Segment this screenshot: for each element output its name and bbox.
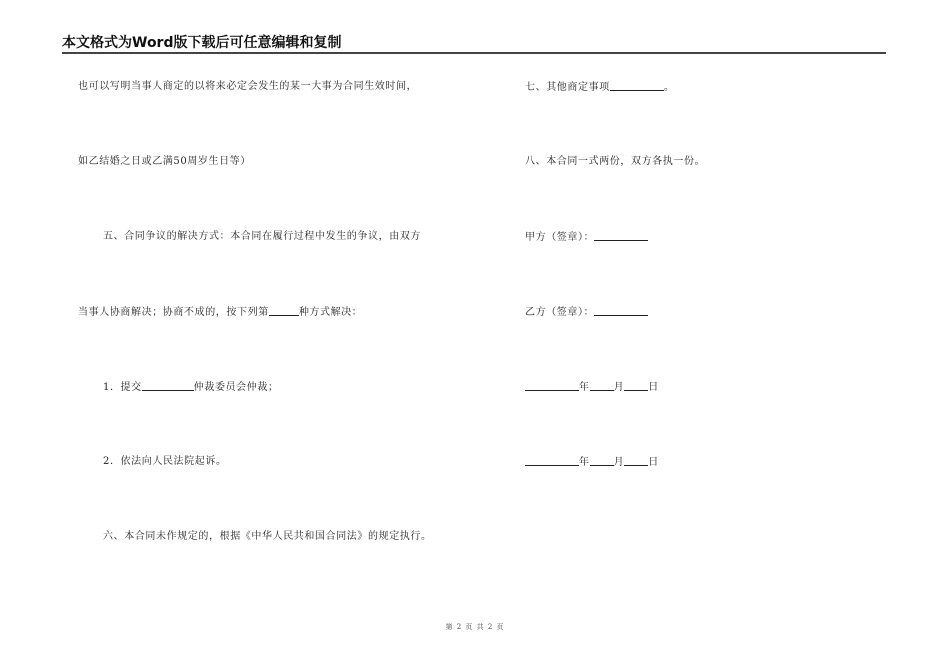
right-line-2: 八、本合同一式两份，双方各执一份。 [525, 156, 706, 167]
date-2-day-blank[interactable] [624, 455, 648, 466]
left-line-6: 2．依法向人民法院起诉。 [103, 456, 227, 467]
arbitration-option-label: 1．提交 [103, 382, 142, 393]
date-2-day-label: 日 [648, 457, 659, 468]
left-line-1: 也可以写明当事人商定的以将来必定会发生的某一大事为合同生效时间， [78, 81, 418, 92]
other-matters-blank[interactable] [610, 80, 664, 91]
left-line-2: 如乙结婚之日或乙满50周岁生日等） [78, 156, 251, 167]
arbitration-committee-blank[interactable] [142, 380, 194, 391]
date-1-year-blank[interactable] [525, 380, 579, 391]
right-line-3 [525, 230, 648, 245]
other-matters-period: 。 [663, 82, 675, 93]
date-2-year-blank[interactable] [525, 455, 579, 466]
left-line-3: 五、合同争议的解决方式：本合同在履行过程中发生的争议，由双方 [103, 231, 421, 242]
party-a-signature-blank[interactable] [594, 230, 648, 241]
page-number-footer: 第 2 页 共 2 页 [445, 623, 505, 631]
party-b-signature-blank[interactable] [594, 305, 648, 316]
left-line-4 [78, 305, 362, 320]
other-matters-label: 七、其他商定事项 [525, 82, 610, 93]
date-2-month-label: 月 [613, 457, 625, 468]
date-1-month-label: 月 [613, 382, 625, 393]
right-line-4 [525, 305, 648, 320]
date-1-month-blank[interactable] [590, 380, 614, 391]
dispute-clause-suffix: 种方式解决： [298, 307, 363, 318]
date-1-day-blank[interactable] [624, 380, 648, 391]
date-1-day-label: 日 [648, 382, 659, 393]
party-a-signature-label: 甲方（签章）： [525, 232, 595, 243]
party-b-signature-label: 乙方（签章）： [525, 307, 595, 318]
arbitration-option-suffix: 仲裁委员会仲裁； [193, 382, 279, 393]
header-divider [62, 52, 886, 54]
left-line-5 [103, 380, 279, 395]
date-2-month-blank[interactable] [590, 455, 614, 466]
left-line-7: 六、本合同未作规定的，根据《中华人民共和国合同法》的规定执行。 [103, 531, 432, 542]
date-1-year-label: 年 [579, 382, 590, 393]
date-line-2 [525, 455, 659, 470]
date-2-year-label: 年 [579, 457, 590, 468]
document-header-title: 本文格式为Word版下载后可任意编辑和复制 [62, 35, 342, 51]
right-line-1 [525, 80, 674, 95]
method-number-blank[interactable] [269, 305, 299, 316]
date-line-1 [525, 380, 659, 395]
dispute-clause-text: 当事人协商解决；协商不成的，按下列第 [78, 307, 269, 318]
